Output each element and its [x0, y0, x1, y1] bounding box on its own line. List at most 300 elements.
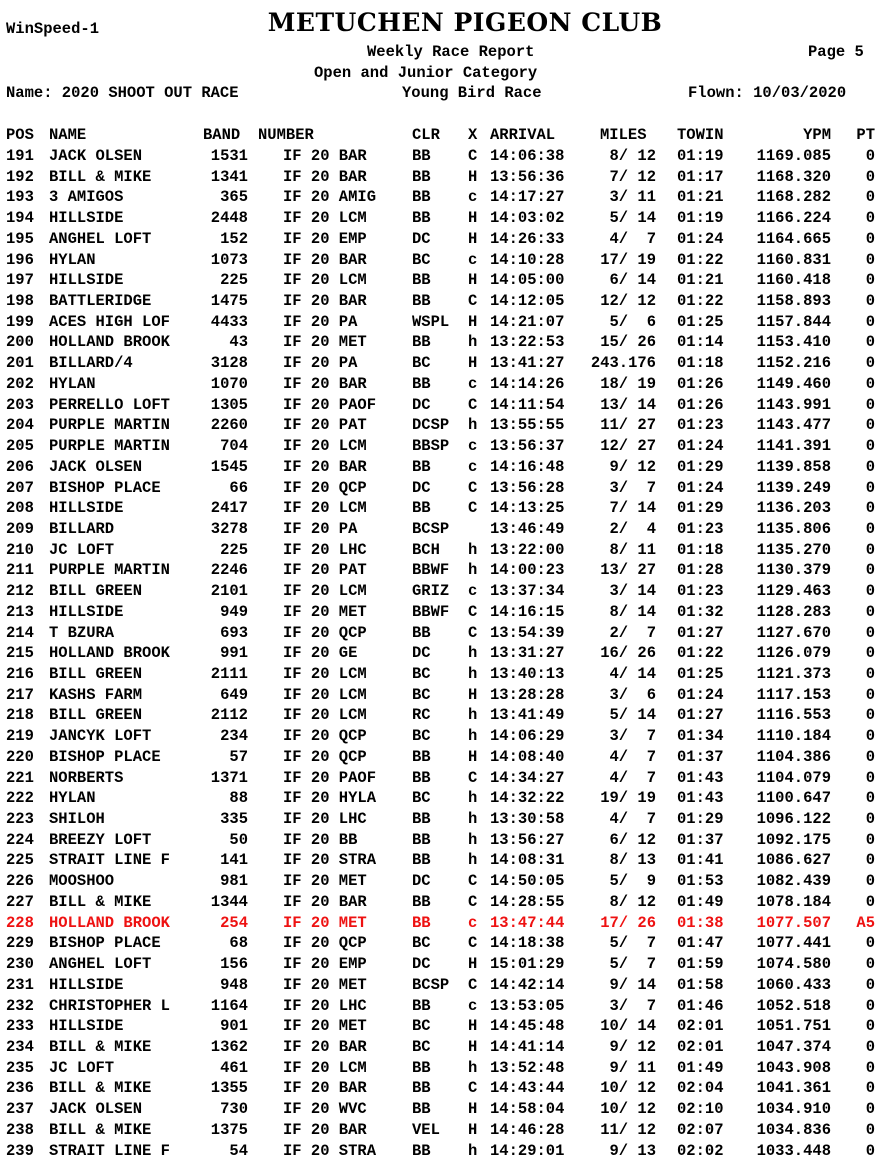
cell-name: BILL & MIKE — [49, 892, 152, 911]
cell-number: IF 20 BAR — [283, 167, 367, 186]
cell-miles: 3/ 14 — [609, 582, 656, 601]
cell-pt: 0 — [865, 1037, 875, 1056]
cell-band: 225 — [220, 540, 248, 559]
cell-pt: 0 — [865, 975, 875, 994]
cell-towin: 01:22 — [677, 644, 724, 663]
cell-pt: 0 — [865, 582, 875, 601]
cell-band: 730 — [220, 1100, 248, 1119]
cell-pos: 226 — [6, 872, 34, 891]
cell-clr: BC — [412, 789, 431, 808]
cell-arrival: 14:26:33 — [490, 229, 565, 248]
cell-clr: RC — [412, 706, 431, 725]
cell-x: h — [468, 706, 478, 725]
cell-x: H — [468, 312, 478, 331]
cell-band: 1164 — [210, 996, 248, 1015]
cell-x: c — [468, 913, 478, 932]
cell-miles: 3/ 11 — [609, 188, 656, 207]
cell-miles: 7/ 14 — [609, 499, 656, 518]
table-row — [0, 976, 890, 997]
cell-miles: 10/ 14 — [600, 1017, 656, 1036]
page-number: Page 5 — [808, 43, 864, 61]
table-row — [0, 914, 890, 935]
cell-miles: 4/ 14 — [609, 665, 656, 683]
cell-miles: 4/ 7 — [609, 810, 656, 829]
cell-arrival: 13:53:05 — [490, 996, 565, 1015]
cell-towin: 01:24 — [677, 229, 724, 248]
cell-clr: BC — [412, 727, 431, 746]
cell-ypm: 1128.283 — [756, 602, 831, 621]
table-row — [0, 188, 890, 209]
cell-band: 4433 — [210, 312, 248, 331]
table-row — [0, 686, 890, 707]
cell-towin: 01:32 — [677, 602, 724, 621]
cell-towin: 01:23 — [677, 416, 724, 435]
table-row — [0, 1017, 890, 1038]
cell-ypm: 1160.418 — [756, 271, 831, 290]
cell-pos: 221 — [6, 768, 34, 787]
cell-band: 234 — [220, 727, 248, 746]
cell-name: HILLSIDE — [49, 209, 124, 228]
cell-arrival: 13:46:49 — [490, 519, 565, 538]
cell-clr: BCSP — [412, 519, 450, 538]
cell-miles: 8/ 13 — [609, 851, 656, 870]
cell-arrival: 14:21:07 — [490, 312, 565, 331]
cell-pt: 0 — [865, 478, 875, 497]
cell-x: h — [468, 665, 478, 683]
cell-ypm: 1149.460 — [756, 374, 831, 393]
cell-number: IF 20 BB — [283, 830, 358, 849]
cell-band: 335 — [220, 810, 248, 829]
cell-pos: 198 — [6, 292, 34, 311]
cell-towin: 01:22 — [677, 292, 724, 311]
cell-arrival: 14:50:05 — [490, 872, 565, 891]
cell-name: MOOSHOO — [49, 872, 115, 891]
cell-pos: 215 — [6, 644, 34, 663]
cell-x: C — [468, 478, 478, 497]
cell-clr: DC — [412, 872, 431, 891]
cell-pos: 220 — [6, 747, 34, 766]
cell-pt: 0 — [865, 934, 875, 953]
cell-pos: 194 — [6, 209, 34, 228]
cell-ypm: 1033.448 — [756, 1141, 831, 1160]
cell-ypm: 1130.379 — [756, 561, 831, 580]
cell-x: c — [468, 250, 478, 269]
cell-pos: 206 — [6, 457, 34, 476]
cell-x: h — [468, 830, 478, 849]
cell-x: H — [468, 1120, 478, 1139]
cell-ypm: 1141.391 — [756, 437, 831, 456]
cell-pos: 195 — [6, 229, 34, 248]
cell-band: 2101 — [210, 582, 248, 601]
cell-miles: 16/ 26 — [600, 644, 656, 663]
cell-name: PURPLE MARTIN — [49, 416, 170, 435]
cell-x: H — [468, 1017, 478, 1036]
cell-number: IF 20 PA — [283, 519, 358, 538]
cell-clr: BB — [412, 188, 431, 207]
cell-ypm: 1051.751 — [756, 1017, 831, 1036]
cell-miles: 5/ 7 — [609, 955, 656, 974]
cell-miles: 6/ 12 — [609, 830, 656, 849]
cell-number: IF 20 LCM — [283, 499, 367, 518]
cell-arrival: 14:28:55 — [490, 892, 565, 911]
cell-name: BISHOP PLACE — [49, 478, 161, 497]
cell-ypm: 1086.627 — [756, 851, 831, 870]
cell-arrival: 13:40:13 — [490, 665, 565, 683]
cell-band: 948 — [220, 975, 248, 994]
table-row — [0, 292, 890, 313]
cell-ypm: 1121.373 — [756, 665, 831, 683]
cell-pt: 0 — [865, 561, 875, 580]
cell-pos: 236 — [6, 1079, 34, 1098]
cell-pos: 223 — [6, 810, 34, 829]
cell-name: BISHOP PLACE — [49, 934, 161, 953]
table-row — [0, 727, 890, 748]
cell-x: h — [468, 1141, 478, 1160]
cell-miles: 243.176 — [590, 354, 656, 373]
cell-band: 2246 — [210, 561, 248, 580]
cell-band: 88 — [229, 789, 248, 808]
table-row — [0, 147, 890, 168]
cell-band: 152 — [220, 229, 248, 248]
cell-x: h — [468, 789, 478, 808]
cell-name: HILLSIDE — [49, 1017, 124, 1036]
cell-arrival: 13:22:53 — [490, 333, 565, 352]
cell-number: IF 20 HYLA — [283, 789, 377, 808]
cell-towin: 01:19 — [677, 209, 724, 228]
table-row — [0, 479, 890, 500]
cell-pos: 202 — [6, 374, 34, 393]
cell-number: IF 20 PAT — [283, 416, 367, 435]
cell-ypm: 1034.910 — [756, 1100, 831, 1119]
cell-arrival: 13:41:49 — [490, 706, 565, 725]
cell-x: h — [468, 851, 478, 870]
col-towin: TOWIN — [677, 126, 724, 144]
cell-clr: BB — [412, 271, 431, 290]
col-number: NUMBER — [258, 126, 314, 144]
cell-x: h — [468, 561, 478, 580]
cell-clr: BBWF — [412, 561, 450, 580]
cell-name: BISHOP PLACE — [49, 747, 161, 766]
table-row — [0, 396, 890, 417]
cell-number: IF 20 QCP — [283, 478, 367, 497]
cell-x: C — [468, 499, 478, 518]
cell-clr: BB — [412, 768, 431, 787]
cell-pt: 0 — [865, 499, 875, 518]
cell-x: C — [468, 395, 478, 414]
cell-towin: 01:28 — [677, 561, 724, 580]
table-row — [0, 541, 890, 562]
cell-pt: 0 — [865, 519, 875, 538]
table-row — [0, 375, 890, 396]
cell-towin: 01:41 — [677, 851, 724, 870]
cell-name: SHILOH — [49, 810, 105, 829]
cell-pt: 0 — [865, 1120, 875, 1139]
cell-x: C — [468, 872, 478, 891]
cell-number: IF 20 MET — [283, 333, 367, 352]
cell-clr: BC — [412, 354, 431, 373]
table-row — [0, 209, 890, 230]
cell-band: 1371 — [210, 768, 248, 787]
cell-name: BILL GREEN — [49, 706, 143, 725]
cell-arrival: 15:01:29 — [490, 955, 565, 974]
cell-number: IF 20 LCM — [283, 706, 367, 725]
cell-miles: 17/ 26 — [600, 913, 656, 932]
cell-band: 1341 — [210, 167, 248, 186]
cell-pos: 192 — [6, 167, 34, 186]
table-row — [0, 520, 890, 541]
cell-ypm: 1060.433 — [756, 975, 831, 994]
cell-ypm: 1092.175 — [756, 830, 831, 849]
cell-pos: 199 — [6, 312, 34, 331]
cell-arrival: 13:55:55 — [490, 416, 565, 435]
cell-ypm: 1077.507 — [756, 913, 831, 932]
cell-number: IF 20 QCP — [283, 747, 367, 766]
cell-number: IF 20 STRA — [283, 851, 377, 870]
cell-name: HYLAN — [49, 789, 96, 808]
cell-arrival: 13:22:00 — [490, 540, 565, 559]
table-row — [0, 1079, 890, 1100]
cell-x: h — [468, 416, 478, 435]
cell-name: BREEZY LOFT — [49, 830, 152, 849]
cell-x: C — [468, 602, 478, 621]
cell-ypm: 1135.270 — [756, 540, 831, 559]
cell-band: 1355 — [210, 1079, 248, 1098]
cell-ypm: 1168.320 — [756, 167, 831, 186]
cell-arrival: 14:00:23 — [490, 561, 565, 580]
cell-ypm: 1164.665 — [756, 229, 831, 248]
cell-pos: 213 — [6, 602, 34, 621]
cell-band: 649 — [220, 685, 248, 704]
cell-ypm: 1110.184 — [756, 727, 831, 746]
cell-clr: BC — [412, 1017, 431, 1036]
cell-number: IF 20 MET — [283, 913, 367, 932]
cell-band: 254 — [220, 913, 248, 932]
cell-pos: 225 — [6, 851, 34, 870]
cell-towin: 01:47 — [677, 934, 724, 953]
cell-pos: 230 — [6, 955, 34, 974]
cell-pos: 203 — [6, 395, 34, 414]
cell-pt: 0 — [865, 188, 875, 207]
cell-number: IF 20 BAR — [283, 1037, 367, 1056]
table-row — [0, 851, 890, 872]
cell-arrival: 14:06:38 — [490, 147, 565, 165]
cell-clr: BC — [412, 685, 431, 704]
cell-x: h — [468, 540, 478, 559]
cell-arrival: 13:31:27 — [490, 644, 565, 663]
cell-x: h — [468, 644, 478, 663]
cell-pt: 0 — [865, 540, 875, 559]
cell-miles: 9/ 12 — [609, 1037, 656, 1056]
cell-clr: BB — [412, 830, 431, 849]
cell-miles: 11/ 27 — [600, 416, 656, 435]
cell-x: C — [468, 623, 478, 642]
cell-name: JACK OLSEN — [49, 1100, 143, 1119]
cell-arrival: 14:17:27 — [490, 188, 565, 207]
col-x: X — [468, 126, 478, 144]
cell-ypm: 1153.410 — [756, 333, 831, 352]
table-row — [0, 665, 890, 686]
cell-towin: 01:21 — [677, 271, 724, 290]
cell-towin: 01:22 — [677, 250, 724, 269]
cell-ypm: 1077.441 — [756, 934, 831, 953]
cell-pt: 0 — [865, 685, 875, 704]
cell-number: IF 20 LCM — [283, 437, 367, 456]
cell-number: IF 20 AMIG — [283, 188, 377, 207]
cell-clr: BCSP — [412, 975, 450, 994]
cell-x: H — [468, 1037, 478, 1056]
flown-date: Flown: 10/03/2020 — [688, 84, 847, 102]
cell-miles: 5/ 14 — [609, 209, 656, 228]
col-pt: PT — [856, 126, 875, 144]
cell-ypm: 1152.216 — [756, 354, 831, 373]
table-row — [0, 437, 890, 458]
cell-towin: 01:27 — [677, 706, 724, 725]
cell-pos: 239 — [6, 1141, 34, 1160]
cell-pt: 0 — [865, 457, 875, 476]
table-row — [0, 706, 890, 727]
cell-name: STRAIT LINE F — [49, 851, 170, 870]
cell-name: BILL & MIKE — [49, 1120, 152, 1139]
cell-pt: 0 — [865, 312, 875, 331]
cell-towin: 01:29 — [677, 810, 724, 829]
cell-number: IF 20 LCM — [283, 582, 367, 601]
race-name: Name: 2020 SHOOT OUT RACE — [6, 84, 239, 102]
cell-miles: 13/ 27 — [600, 561, 656, 580]
cell-name: T BZURA — [49, 623, 115, 642]
col-ypm: YPM — [803, 126, 831, 144]
cell-arrival: 14:42:14 — [490, 975, 565, 994]
cell-x: H — [468, 685, 478, 704]
cell-clr: BB — [412, 623, 431, 642]
cell-towin: 01:43 — [677, 789, 724, 808]
category-label: Open and Junior Category — [314, 64, 538, 82]
cell-pos: 207 — [6, 478, 34, 497]
table-row — [0, 582, 890, 603]
cell-number: IF 20 MET — [283, 872, 367, 891]
table-row — [0, 168, 890, 189]
table-row — [0, 333, 890, 354]
table-row — [0, 893, 890, 914]
cell-pos: 212 — [6, 582, 34, 601]
cell-arrival: 14:34:27 — [490, 768, 565, 787]
table-row — [0, 561, 890, 582]
cell-arrival: 14:18:38 — [490, 934, 565, 953]
table-row — [0, 313, 890, 334]
cell-number: IF 20 STRA — [283, 1141, 377, 1160]
software-label: WinSpeed-1 — [6, 20, 100, 38]
cell-pt: 0 — [865, 1058, 875, 1077]
cell-towin: 01:26 — [677, 374, 724, 393]
cell-pt: 0 — [865, 147, 875, 165]
cell-number: IF 20 PAOF — [283, 395, 377, 414]
cell-name: PURPLE MARTIN — [49, 437, 170, 456]
cell-miles: 8/ 11 — [609, 540, 656, 559]
cell-clr: DCSP — [412, 416, 450, 435]
cell-ypm: 1104.386 — [756, 747, 831, 766]
cell-miles: 4/ 7 — [609, 768, 656, 787]
cell-name: CHRISTOPHER L — [49, 996, 170, 1015]
table-row — [0, 1038, 890, 1059]
cell-miles: 12/ 27 — [600, 437, 656, 456]
cell-pt: 0 — [865, 167, 875, 186]
cell-x: C — [468, 934, 478, 953]
cell-towin: 01:53 — [677, 872, 724, 891]
cell-clr: BB — [412, 810, 431, 829]
cell-pos: 217 — [6, 685, 34, 704]
cell-miles: 10/ 12 — [600, 1100, 656, 1119]
cell-number: IF 20 BAR — [283, 250, 367, 269]
cell-arrival: 14:16:15 — [490, 602, 565, 621]
cell-miles: 9/ 13 — [609, 1141, 656, 1160]
cell-arrival: 13:41:27 — [490, 354, 565, 373]
cell-pos: 222 — [6, 789, 34, 808]
cell-miles: 6/ 14 — [609, 271, 656, 290]
cell-pos: 229 — [6, 934, 34, 953]
cell-arrival: 13:56:28 — [490, 478, 565, 497]
cell-clr: BC — [412, 1037, 431, 1056]
cell-ypm: 1041.361 — [756, 1079, 831, 1098]
cell-pt: 0 — [865, 354, 875, 373]
table-row — [0, 251, 890, 272]
cell-pos: 205 — [6, 437, 34, 456]
cell-clr: DC — [412, 229, 431, 248]
cell-ypm: 1139.858 — [756, 457, 831, 476]
cell-band: 2111 — [210, 665, 248, 683]
cell-clr: BB — [412, 1058, 431, 1077]
cell-ypm: 1052.518 — [756, 996, 831, 1015]
cell-number: IF 20 LCM — [283, 209, 367, 228]
table-row — [0, 458, 890, 479]
table-row — [0, 499, 890, 520]
cell-miles: 3/ 6 — [609, 685, 656, 704]
cell-pos: 224 — [6, 830, 34, 849]
cell-miles: 3/ 7 — [609, 478, 656, 497]
cell-clr: BCH — [412, 540, 440, 559]
cell-pos: 228 — [6, 913, 34, 932]
cell-miles: 5/ 7 — [609, 934, 656, 953]
cell-name: JACK OLSEN — [49, 147, 143, 165]
cell-number: IF 20 LHC — [283, 810, 367, 829]
cell-pt: 0 — [865, 1100, 875, 1119]
cell-pos: 197 — [6, 271, 34, 290]
cell-name: HOLLAND BROOK — [49, 333, 170, 352]
cell-x: c — [468, 457, 478, 476]
cell-ypm: 1139.249 — [756, 478, 831, 497]
cell-band: 949 — [220, 602, 248, 621]
cell-clr: BC — [412, 934, 431, 953]
cell-clr: BB — [412, 1141, 431, 1160]
cell-miles: 4/ 7 — [609, 747, 656, 766]
cell-arrival: 13:52:48 — [490, 1058, 565, 1077]
cell-band: 225 — [220, 271, 248, 290]
cell-pos: 235 — [6, 1058, 34, 1077]
cell-name: ACES HIGH LOF — [49, 312, 170, 331]
cell-clr: DC — [412, 644, 431, 663]
cell-pt: 0 — [865, 1079, 875, 1098]
cell-pos: 200 — [6, 333, 34, 352]
cell-number: IF 20 BAR — [283, 457, 367, 476]
cell-clr: BB — [412, 996, 431, 1015]
cell-pt: 0 — [865, 416, 875, 435]
cell-towin: 01:29 — [677, 457, 724, 476]
cell-name: ANGHEL LOFT — [49, 955, 152, 974]
cell-number: IF 20 BAR — [283, 892, 367, 911]
cell-arrival: 14:13:25 — [490, 499, 565, 518]
cell-number: IF 20 LCM — [283, 1058, 367, 1077]
cell-miles: 2/ 4 — [609, 519, 656, 538]
table-row — [0, 354, 890, 375]
cell-miles: 5/ 9 — [609, 872, 656, 891]
